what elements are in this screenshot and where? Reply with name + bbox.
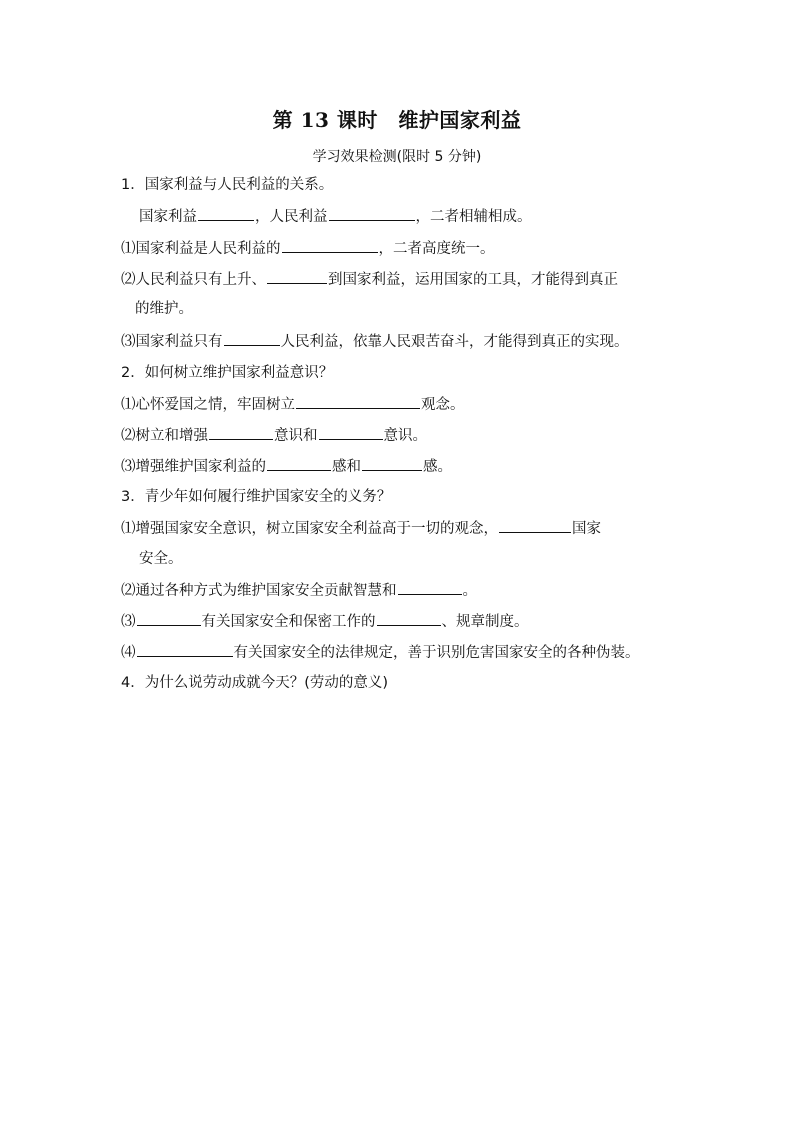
q2-item-3-text-3: 感。 bbox=[423, 459, 452, 475]
q3-item-3-text-1: ⑶ bbox=[121, 614, 136, 630]
q3-item-1-cont: 安全。 bbox=[139, 551, 183, 567]
q1-line-a-text-1: 国家利益 bbox=[139, 209, 197, 225]
fill-blank[interactable] bbox=[198, 206, 254, 221]
fill-blank[interactable] bbox=[398, 580, 462, 595]
fill-blank[interactable] bbox=[329, 206, 415, 221]
q2-item-3 bbox=[121, 456, 452, 477]
q3-item-1-text-1: ⑴增强国家安全意识，树立国家安全利益高于一切的观念， bbox=[121, 521, 498, 537]
q2-item-1-text-1: ⑴心怀爱国之情，牢固树立 bbox=[121, 397, 295, 413]
fill-blank[interactable] bbox=[319, 425, 383, 440]
q3-item-3-text-3: 、规章制度。 bbox=[441, 614, 529, 630]
q2-item-2 bbox=[121, 425, 427, 446]
fill-blank[interactable] bbox=[267, 456, 331, 471]
fill-blank[interactable] bbox=[296, 394, 420, 409]
q1-item-3-text-1: ⑶国家利益只有 bbox=[121, 334, 223, 350]
q3-heading: 3．青少年如何履行维护国家安全的义务？ bbox=[121, 489, 392, 505]
q1-item-1-text-2: ，二者高度统一。 bbox=[378, 241, 495, 257]
q1-item-2-text-1: ⑵人民利益只有上升、 bbox=[121, 272, 266, 288]
q2-item-2-text-3: 意识。 bbox=[383, 428, 427, 444]
q2-heading: 2．如何树立维护国家利益意识？ bbox=[121, 365, 334, 381]
q2-item-3-text-1: ⑶增强维护国家利益的 bbox=[121, 459, 266, 475]
q2-item-2-text-2: 意识和 bbox=[274, 428, 318, 444]
fill-blank[interactable] bbox=[137, 611, 201, 626]
q3-item-3 bbox=[121, 611, 529, 632]
fill-blank[interactable] bbox=[282, 238, 378, 253]
q1-item-2-cont: 的维护。 bbox=[135, 301, 193, 317]
q1-item-3-text-2: 人民利益，依靠人民艰苦奋斗，才能得到真正的实现。 bbox=[280, 334, 629, 350]
q1-item-1-text-1: ⑴国家利益是人民利益的 bbox=[121, 241, 281, 257]
q3-item-2 bbox=[121, 580, 477, 601]
q3-item-1-text-2: 国家 bbox=[572, 521, 601, 537]
q3-item-4 bbox=[121, 642, 640, 663]
fill-blank[interactable] bbox=[224, 331, 280, 346]
q1-line-a-text-3: ，二者相辅相成。 bbox=[415, 209, 532, 225]
q1-line-a bbox=[139, 206, 532, 227]
q4-heading: 4．为什么说劳动成就今天？(劳动的意义) bbox=[121, 675, 389, 691]
q3-item-1 bbox=[121, 518, 601, 539]
q2-item-2-text-1: ⑵树立和增强 bbox=[121, 428, 208, 444]
q2-item-3-text-2: 感和 bbox=[332, 459, 361, 475]
q1-item-2 bbox=[121, 269, 618, 290]
q1-item-2-text-2: 到国家利益，运用国家的工具，才能得到真正 bbox=[328, 272, 618, 288]
q1-heading: 1．国家利益与人民利益的关系。 bbox=[121, 177, 334, 193]
q3-item-3-text-2: 有关国家安全和保密工作的 bbox=[201, 614, 376, 630]
q3-item-4-text-1: ⑷ bbox=[121, 645, 136, 661]
q3-item-4-text-2: 有关国家安全的法律规定，善于识别危害国家安全的各种伪装。 bbox=[233, 645, 640, 661]
fill-blank[interactable] bbox=[209, 425, 273, 440]
q2-item-1 bbox=[121, 394, 465, 415]
fill-blank[interactable] bbox=[377, 611, 441, 626]
fill-blank[interactable] bbox=[267, 269, 327, 284]
fill-blank[interactable] bbox=[137, 642, 233, 657]
page-title: 第 13 课时 维护国家利益 bbox=[272, 108, 522, 132]
page-subtitle: 学习效果检测(限时 5 分钟) bbox=[312, 149, 482, 165]
q3-item-2-text-1: ⑵通过各种方式为维护国家安全贡献智慧和 bbox=[121, 583, 397, 599]
q2-item-1-text-2: 观念。 bbox=[421, 397, 465, 413]
q1-item-1 bbox=[121, 238, 495, 259]
q1-item-3 bbox=[121, 331, 629, 352]
fill-blank[interactable] bbox=[362, 456, 422, 471]
q3-item-2-text-2: 。 bbox=[462, 583, 477, 599]
fill-blank[interactable] bbox=[499, 518, 571, 533]
q1-line-a-text-2: ，人民利益 bbox=[255, 209, 328, 225]
